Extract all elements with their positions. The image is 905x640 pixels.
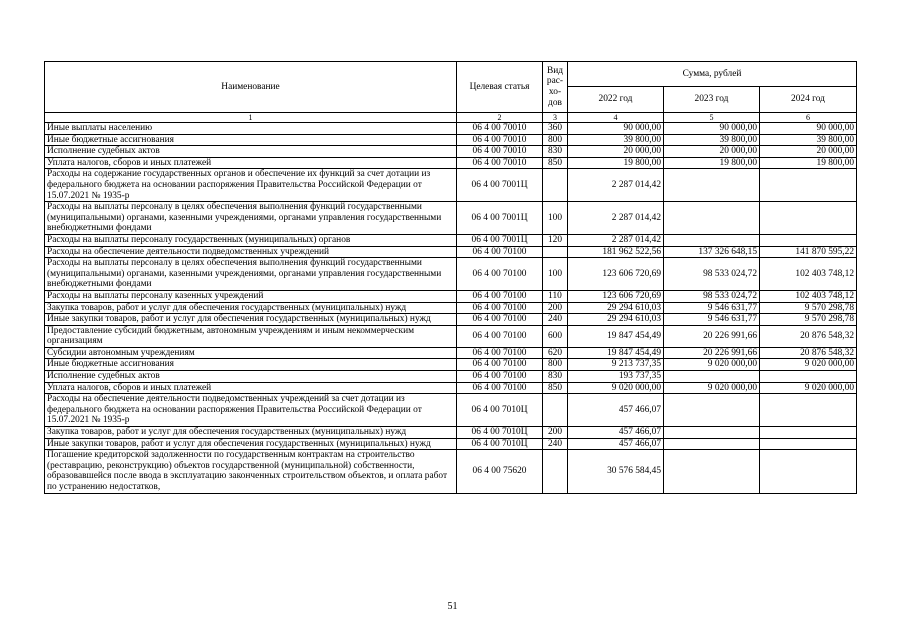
row-amount-2024: 39 800,00 bbox=[760, 134, 857, 146]
row-name: Расходы на обеспечение деятельности подведомственных учреждений bbox=[45, 246, 457, 258]
row-name: Предоставление субсидий бюджетным, автономным учреждениям и иным некоммерческим организациям bbox=[45, 325, 457, 347]
row-amount-2022: 2 287 014,42 bbox=[568, 169, 664, 202]
row-target-code: 06 4 00 7010Ц bbox=[457, 394, 543, 427]
row-target-code: 06 4 00 7001Ц bbox=[457, 202, 543, 235]
row-name: Погашение кредиторской задолженности по государственным контрактам на строительство (реставрацию, реконструкцию) объектов государственной (муниципальной) собственности, образовавшейся после ввода в эксплуатацию законченных строительством объектов, и оплата работ по устранению недостатков, bbox=[45, 450, 457, 493]
row-amount-2023 bbox=[664, 450, 760, 493]
row-target-code: 06 4 00 7001Ц bbox=[457, 169, 543, 202]
row-expense-type: 200 bbox=[543, 427, 568, 439]
row-name: Закупка товаров, работ и услуг для обеспечения государственных (муниципальных) нужд bbox=[45, 427, 457, 439]
row-expense-type: 240 bbox=[543, 314, 568, 326]
row-amount-2022: 90 000,00 bbox=[568, 123, 664, 135]
row-expense-type: 850 bbox=[543, 157, 568, 169]
row-name: Расходы на выплаты персоналу государственных (муниципальных) органов bbox=[45, 234, 457, 246]
row-target-code: 06 4 00 70100 bbox=[457, 359, 543, 371]
row-expense-type bbox=[543, 450, 568, 493]
row-amount-2022: 9 020 000,00 bbox=[568, 382, 664, 394]
table-row bbox=[45, 302, 857, 314]
row-target-code: 06 4 00 70100 bbox=[457, 302, 543, 314]
row-expense-type bbox=[543, 169, 568, 202]
table-row bbox=[45, 382, 857, 394]
row-expense-type: 120 bbox=[543, 234, 568, 246]
table-row bbox=[45, 347, 857, 359]
row-amount-2023: 137 326 648,15 bbox=[664, 246, 760, 258]
column-number: 5 bbox=[664, 113, 760, 123]
row-expense-type: 100 bbox=[543, 258, 568, 291]
table-row bbox=[45, 202, 857, 235]
row-amount-2024 bbox=[760, 234, 857, 246]
table-row bbox=[45, 394, 857, 427]
row-amount-2024: 102 403 748,12 bbox=[760, 258, 857, 291]
row-expense-type bbox=[543, 394, 568, 427]
row-amount-2022: 29 294 610,03 bbox=[568, 314, 664, 326]
table-row bbox=[45, 314, 857, 326]
row-name: Закупка товаров, работ и услуг для обеспечения государственных (муниципальных) нужд bbox=[45, 302, 457, 314]
row-expense-type: 240 bbox=[543, 438, 568, 450]
row-amount-2023 bbox=[664, 427, 760, 439]
row-name: Расходы на выплаты персоналу в целях обеспечения выполнения функций государственными (муниципальными) органами, казенными учреждениями, органами управления государственными внебюджетными фондами bbox=[45, 202, 457, 235]
table-row bbox=[45, 157, 857, 169]
table-row bbox=[45, 427, 857, 439]
row-amount-2023: 20 226 991,66 bbox=[664, 325, 760, 347]
row-amount-2024 bbox=[760, 450, 857, 493]
row-amount-2024: 19 800,00 bbox=[760, 157, 857, 169]
row-expense-type: 850 bbox=[543, 382, 568, 394]
row-target-code: 06 4 00 70010 bbox=[457, 123, 543, 135]
row-amount-2022: 193 737,35 bbox=[568, 371, 664, 383]
row-amount-2022: 2 287 014,42 bbox=[568, 202, 664, 235]
row-expense-type: 360 bbox=[543, 123, 568, 135]
table-row bbox=[45, 246, 857, 258]
row-expense-type: 100 bbox=[543, 202, 568, 235]
row-expense-type: 800 bbox=[543, 134, 568, 146]
row-amount-2023 bbox=[664, 371, 760, 383]
header-name: Наименование bbox=[45, 62, 457, 113]
row-target-code: 06 4 00 70100 bbox=[457, 246, 543, 258]
row-amount-2023: 90 000,00 bbox=[664, 123, 760, 135]
row-expense-type: 830 bbox=[543, 146, 568, 158]
row-amount-2024: 20 876 548,32 bbox=[760, 325, 857, 347]
row-target-code: 06 4 00 7010Ц bbox=[457, 438, 543, 450]
header-year-2023: 2023 год bbox=[664, 87, 760, 113]
table-row bbox=[45, 258, 857, 291]
row-target-code: 06 4 00 7001Ц bbox=[457, 234, 543, 246]
page-number: 51 bbox=[447, 601, 458, 612]
row-amount-2024: 20 876 548,32 bbox=[760, 347, 857, 359]
row-amount-2023 bbox=[664, 394, 760, 427]
row-target-code: 06 4 00 70100 bbox=[457, 325, 543, 347]
table-row bbox=[45, 169, 857, 202]
row-target-code: 06 4 00 70100 bbox=[457, 347, 543, 359]
table-row bbox=[45, 146, 857, 158]
row-amount-2024: 9 570 298,78 bbox=[760, 302, 857, 314]
row-amount-2023: 98 533 024,72 bbox=[664, 290, 760, 302]
table-row bbox=[45, 438, 857, 450]
column-number: 3 bbox=[543, 113, 568, 123]
row-name: Иные закупки товаров, работ и услуг для обеспечения государственных (муниципальных) нужд bbox=[45, 314, 457, 326]
row-amount-2022: 457 466,07 bbox=[568, 427, 664, 439]
column-number: 4 bbox=[568, 113, 664, 123]
row-amount-2022: 457 466,07 bbox=[568, 438, 664, 450]
row-amount-2022: 181 962 522,56 bbox=[568, 246, 664, 258]
column-number: 6 bbox=[760, 113, 857, 123]
table-row bbox=[45, 359, 857, 371]
table-row bbox=[45, 325, 857, 347]
row-amount-2024 bbox=[760, 202, 857, 235]
header-target-article: Целевая статья bbox=[457, 62, 543, 113]
row-target-code: 06 4 00 70010 bbox=[457, 146, 543, 158]
table-row bbox=[45, 290, 857, 302]
header-year-2024: 2024 год bbox=[760, 87, 857, 113]
row-amount-2023: 20 000,00 bbox=[664, 146, 760, 158]
row-amount-2022: 457 466,07 bbox=[568, 394, 664, 427]
row-target-code: 06 4 00 70100 bbox=[457, 371, 543, 383]
row-name: Исполнение судебных актов bbox=[45, 371, 457, 383]
header-expense-type: Вид рас-хо-дов bbox=[543, 62, 568, 113]
row-amount-2023: 98 533 024,72 bbox=[664, 258, 760, 291]
row-amount-2024 bbox=[760, 394, 857, 427]
row-amount-2023 bbox=[664, 438, 760, 450]
row-amount-2024 bbox=[760, 427, 857, 439]
row-amount-2022: 19 800,00 bbox=[568, 157, 664, 169]
row-name: Иные выплаты населению bbox=[45, 123, 457, 135]
row-name: Иные закупки товаров, работ и услуг для обеспечения государственных (муниципальных) нужд bbox=[45, 438, 457, 450]
row-expense-type: 830 bbox=[543, 371, 568, 383]
row-target-code: 06 4 00 70100 bbox=[457, 314, 543, 326]
row-amount-2022: 19 847 454,49 bbox=[568, 325, 664, 347]
row-amount-2022: 19 847 454,49 bbox=[568, 347, 664, 359]
row-amount-2023: 9 546 631,77 bbox=[664, 302, 760, 314]
row-amount-2023 bbox=[664, 234, 760, 246]
row-amount-2024: 90 000,00 bbox=[760, 123, 857, 135]
row-target-code: 06 4 00 75620 bbox=[457, 450, 543, 493]
row-name: Расходы на выплаты персоналу в целях обеспечения выполнения функций государственными (муниципальными) органами, казенными учреждениями, органами управления государственными внебюджетными фондами bbox=[45, 258, 457, 291]
row-name: Исполнение судебных актов bbox=[45, 146, 457, 158]
row-amount-2022: 9 213 737,35 bbox=[568, 359, 664, 371]
row-amount-2024 bbox=[760, 169, 857, 202]
row-amount-2023: 9 546 631,77 bbox=[664, 314, 760, 326]
column-number: 2 bbox=[457, 113, 543, 123]
row-name: Расходы на содержание государственных органов и обеспечение их функций за счет дотации из федерального бюджета на основании распоряжения Правительства Российской Федерации от 15.07.2021 № 1935-р bbox=[45, 169, 457, 202]
row-name: Субсидии автономным учреждениям bbox=[45, 347, 457, 359]
row-amount-2023: 9 020 000,00 bbox=[664, 382, 760, 394]
row-name: Иные бюджетные ассигнования bbox=[45, 359, 457, 371]
row-amount-2024: 102 403 748,12 bbox=[760, 290, 857, 302]
budget-table bbox=[44, 61, 857, 494]
row-target-code: 06 4 00 70010 bbox=[457, 134, 543, 146]
row-target-code: 06 4 00 70010 bbox=[457, 157, 543, 169]
row-amount-2024: 20 000,00 bbox=[760, 146, 857, 158]
row-amount-2023: 9 020 000,00 bbox=[664, 359, 760, 371]
header-year-2022: 2022 год bbox=[568, 87, 664, 113]
row-amount-2023: 19 800,00 bbox=[664, 157, 760, 169]
row-amount-2022: 123 606 720,69 bbox=[568, 258, 664, 291]
row-target-code: 06 4 00 7010Ц bbox=[457, 427, 543, 439]
row-amount-2023: 20 226 991,66 bbox=[664, 347, 760, 359]
table-row bbox=[45, 234, 857, 246]
row-amount-2024: 141 870 595,22 bbox=[760, 246, 857, 258]
row-amount-2022: 39 800,00 bbox=[568, 134, 664, 146]
row-amount-2023 bbox=[664, 202, 760, 235]
row-name: Уплата налогов, сборов и иных платежей bbox=[45, 382, 457, 394]
row-amount-2024: 9 570 298,78 bbox=[760, 314, 857, 326]
row-target-code: 06 4 00 70100 bbox=[457, 258, 543, 291]
row-amount-2022: 30 576 584,45 bbox=[568, 450, 664, 493]
row-name: Уплата налогов, сборов и иных платежей bbox=[45, 157, 457, 169]
header-sum: Сумма, рублей bbox=[568, 62, 857, 87]
row-amount-2024: 9 020 000,00 bbox=[760, 359, 857, 371]
row-expense-type: 800 bbox=[543, 359, 568, 371]
row-target-code: 06 4 00 70100 bbox=[457, 382, 543, 394]
row-amount-2024 bbox=[760, 371, 857, 383]
row-expense-type: 200 bbox=[543, 302, 568, 314]
column-numbers-row bbox=[45, 113, 857, 123]
table-row bbox=[45, 134, 857, 146]
row-amount-2022: 20 000,00 bbox=[568, 146, 664, 158]
row-amount-2022: 29 294 610,03 bbox=[568, 302, 664, 314]
row-name: Расходы на обеспечение деятельности подведомственных учреждений за счет дотации из федерального бюджета на основании распоряжения Правительства Российской Федерации от 15.07.2021 № 1935-р bbox=[45, 394, 457, 427]
row-expense-type: 110 bbox=[543, 290, 568, 302]
row-name: Расходы на выплаты персоналу казенных учреждений bbox=[45, 290, 457, 302]
column-number: 1 bbox=[45, 113, 457, 123]
row-amount-2022: 2 287 014,42 bbox=[568, 234, 664, 246]
row-expense-type: 600 bbox=[543, 325, 568, 347]
table-row bbox=[45, 123, 857, 135]
row-amount-2024 bbox=[760, 438, 857, 450]
row-amount-2024: 9 020 000,00 bbox=[760, 382, 857, 394]
table-row bbox=[45, 371, 857, 383]
row-amount-2022: 123 606 720,69 bbox=[568, 290, 664, 302]
row-amount-2023: 39 800,00 bbox=[664, 134, 760, 146]
row-expense-type: 620 bbox=[543, 347, 568, 359]
table-row bbox=[45, 450, 857, 493]
row-name: Иные бюджетные ассигнования bbox=[45, 134, 457, 146]
row-target-code: 06 4 00 70100 bbox=[457, 290, 543, 302]
row-expense-type bbox=[543, 246, 568, 258]
row-amount-2023 bbox=[664, 169, 760, 202]
